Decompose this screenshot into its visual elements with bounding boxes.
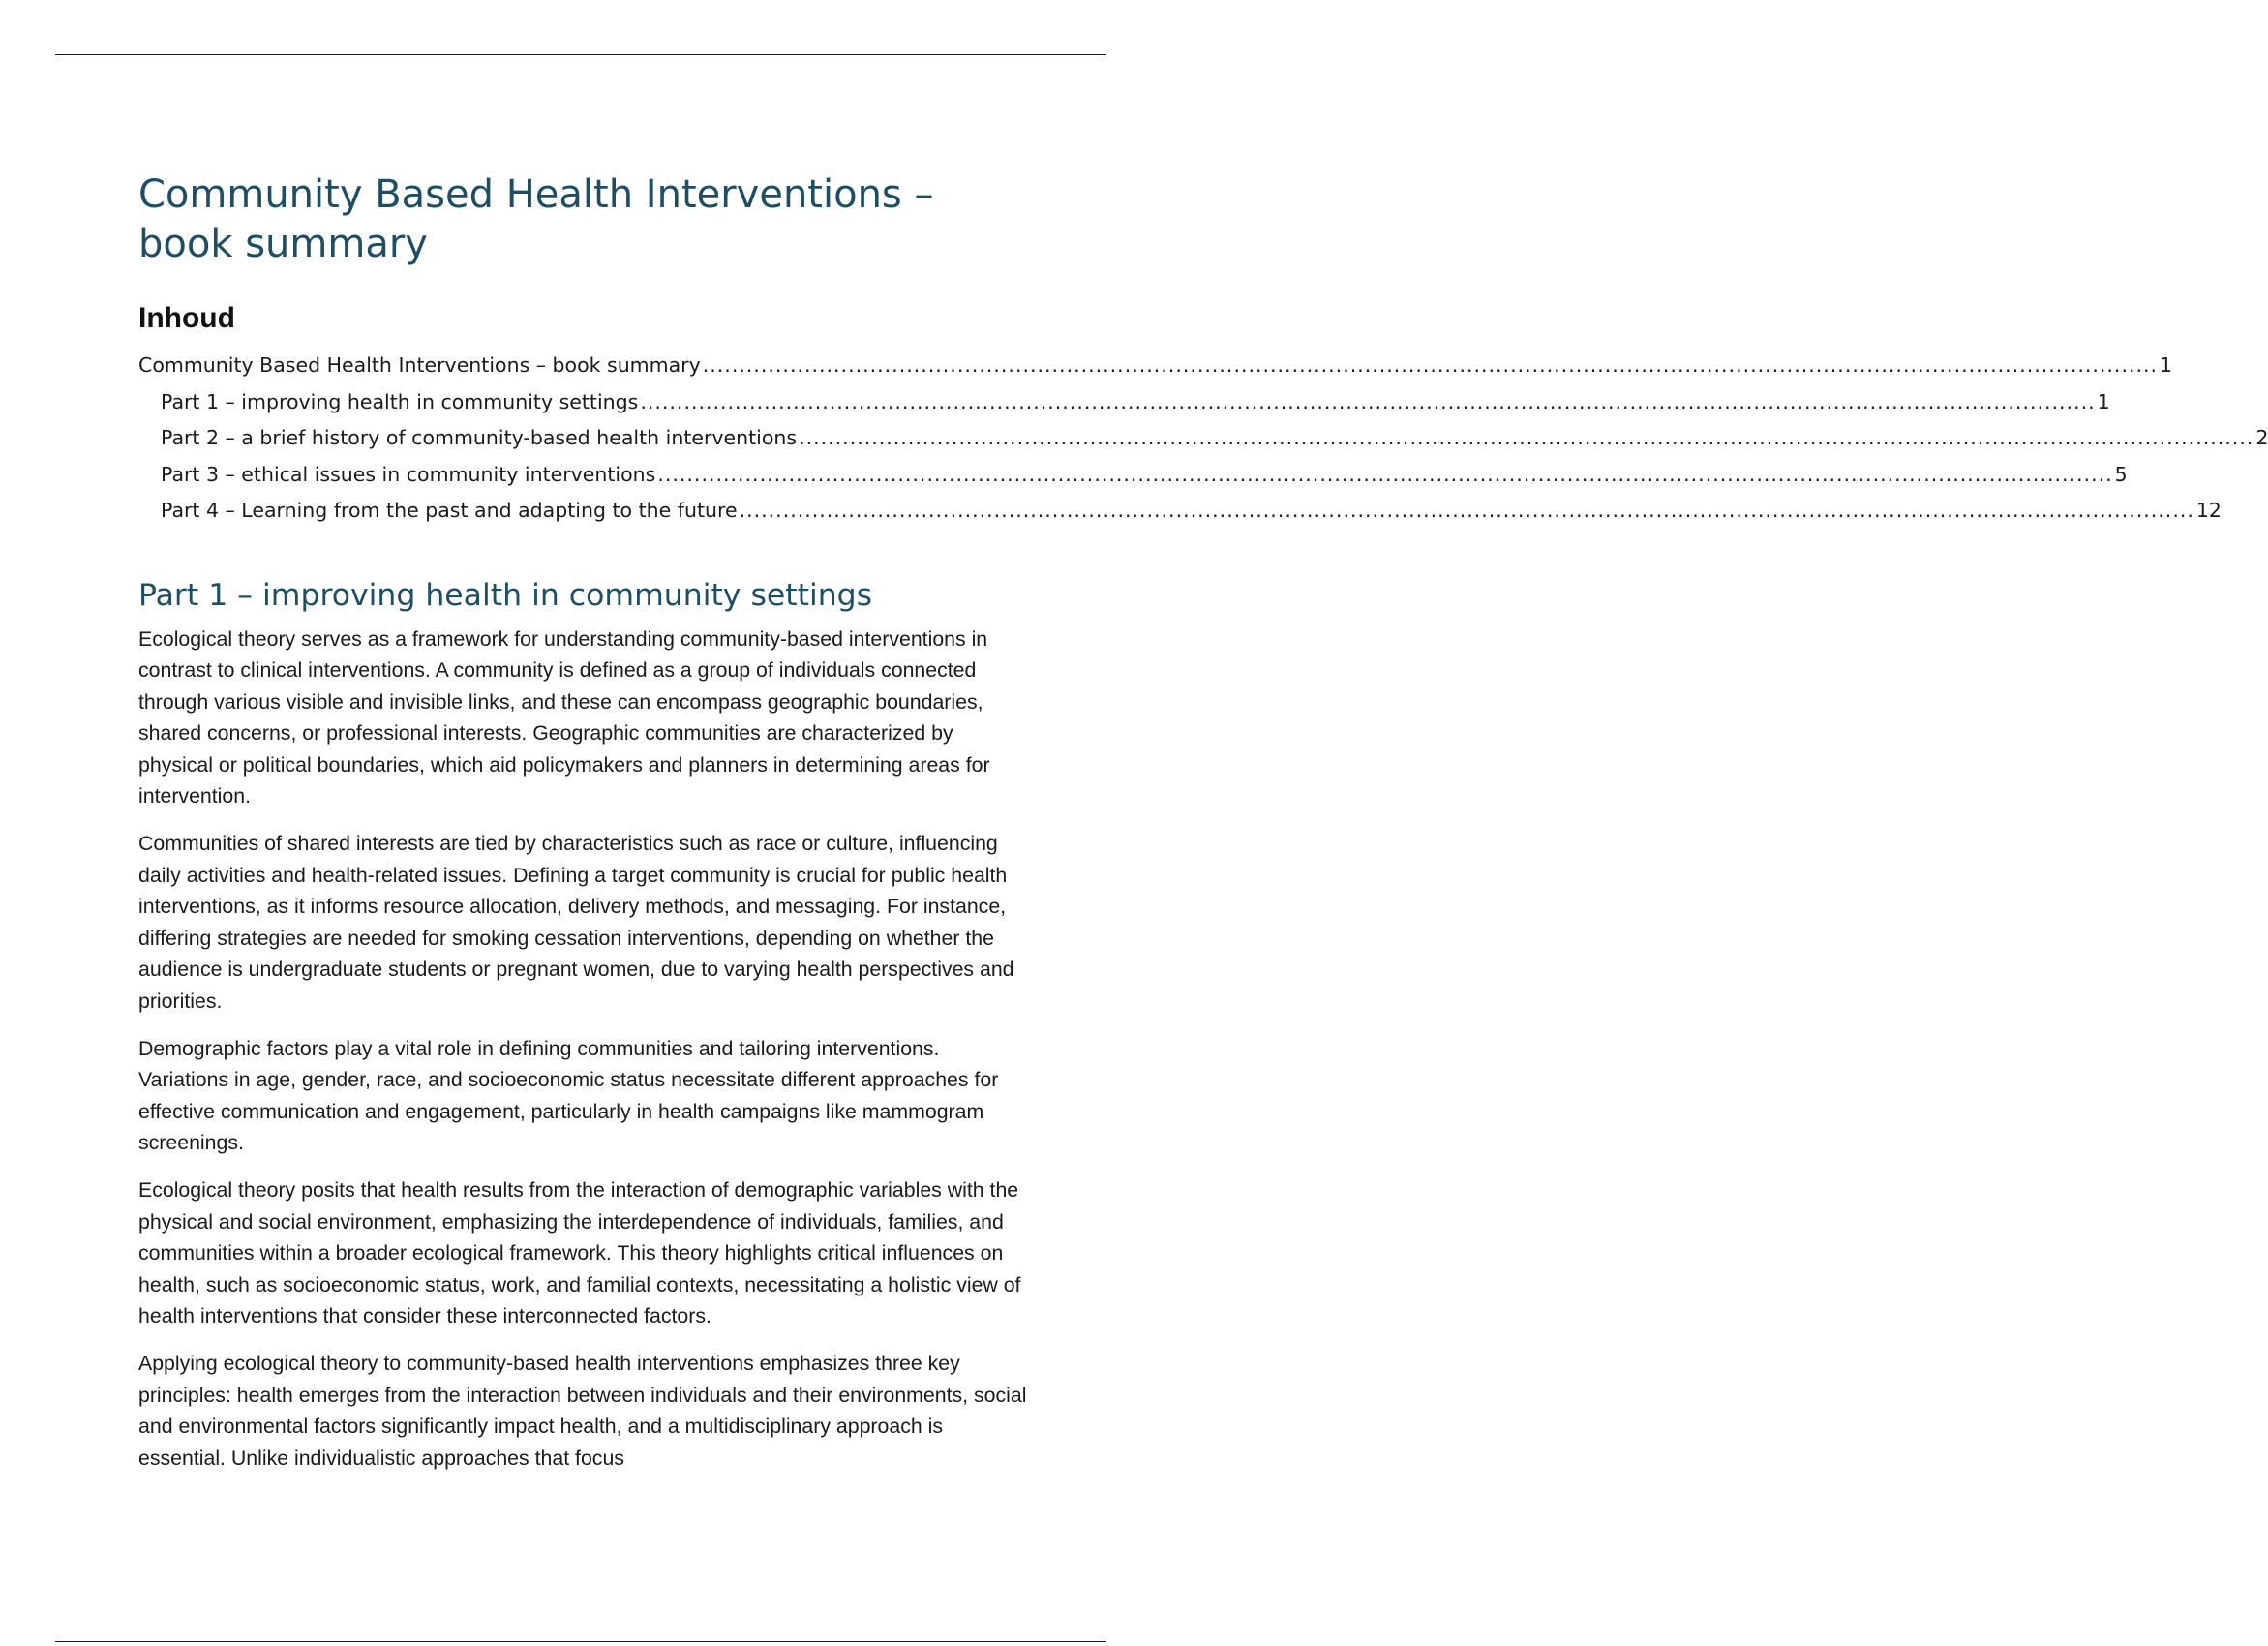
toc-leader-dots: ........................................................................................................................................................................................................ [640, 389, 2096, 413]
toc-leader-dots: ........................................................................................................................................................................................................ [739, 499, 2194, 522]
toc-entry-page: 2 [2255, 426, 2268, 449]
paragraph: Demographic factors play a vital role in defining communities and tailoring interventions. Variations in age, gender, race, and socioeconomic status necessitate different approaches for effective communication and engagement, particularly in health campaigns like mammogram screenings. [138, 1036, 999, 1155]
document-title: Community Based Health Interventions – book summary [138, 172, 934, 266]
paragraph: Ecological theory posits that health results from the interaction of demographic variables with the physical and social environment, emphasizing the interdependence of individuals, families, and communities within a broader ecological framework. This theory highlights critical influences on health, such as socioeconomic status, work, and familial contexts, necessitating a holistic view of health interventions that consider these interconnected factors. [138, 1178, 1021, 1328]
header-rule [55, 54, 1106, 55]
toc-entry[interactable] [138, 493, 2222, 530]
document-body [138, 170, 2268, 1489]
toc-entry-page: 5 [2114, 462, 2128, 486]
section-heading: Part 1 – improving health in community settings [138, 577, 873, 613]
footer-rule [55, 1641, 1106, 1642]
toc-leader-dots: ........................................................................................................................................................................................................ [702, 353, 2159, 377]
toc-entry-page: 12 [2195, 499, 2222, 522]
toc-entry[interactable] [138, 420, 2268, 457]
toc-entry-page: 1 [2160, 353, 2173, 377]
toc-entry-page: 1 [2097, 389, 2110, 413]
toc-leader-dots: ........................................................................................................................................................................................................ [657, 462, 2113, 486]
toc-entry-text: Part 1 – improving health in community settings [161, 389, 639, 413]
paragraph: Applying ecological theory to community-based health interventions emphasizes three key principles: health emerges from the interaction between individuals and their environments, social and environmental factors significantly impact health, and a multidisciplinary approach is essential. Unlike individualistic approaches that focus [138, 1351, 1027, 1470]
toc-entry-text: Part 2 – a brief history of community-based health interventions [161, 426, 798, 449]
toc-entry-text: Community Based Health Interventions – book summary [138, 353, 701, 377]
toc-entry[interactable] [138, 348, 2173, 384]
toc-entry[interactable] [138, 457, 2128, 494]
toc-entry[interactable] [138, 384, 2110, 421]
paragraph: Communities of shared interests are tied by characteristics such as race or culture, influencing daily activities and health-related issues. Defining a target community is crucial for public health interventions, as it informs resource allocation, delivery methods, and messaging. For instance, differing strategies are needed for smoking cessation interventions, depending on whether the audience is undergraduate students or pregnant women, due to varying health perspectives and priorities. [138, 832, 1014, 1014]
table-of-contents [138, 348, 2268, 530]
section-body [138, 624, 1029, 1475]
paragraph: Ecological theory serves as a framework for understanding community-based interventions in contrast to clinical interventions. A community is defined as a group of individuals connected through various visible and invisible links, and these can encompass geographic boundaries, shared concerns, or professional interests. Geographic communities are characterized by physical or political boundaries, which aid policymakers and planners in determining areas for intervention. [138, 626, 990, 808]
toc-entry-text: Part 4 – Learning from the past and adapting to the future [161, 499, 738, 522]
toc-heading: Inhoud [138, 302, 235, 334]
toc-entry-text: Part 3 – ethical issues in community interventions [161, 462, 656, 486]
toc-leader-dots: ........................................................................................................................................................................................................ [799, 426, 2254, 449]
